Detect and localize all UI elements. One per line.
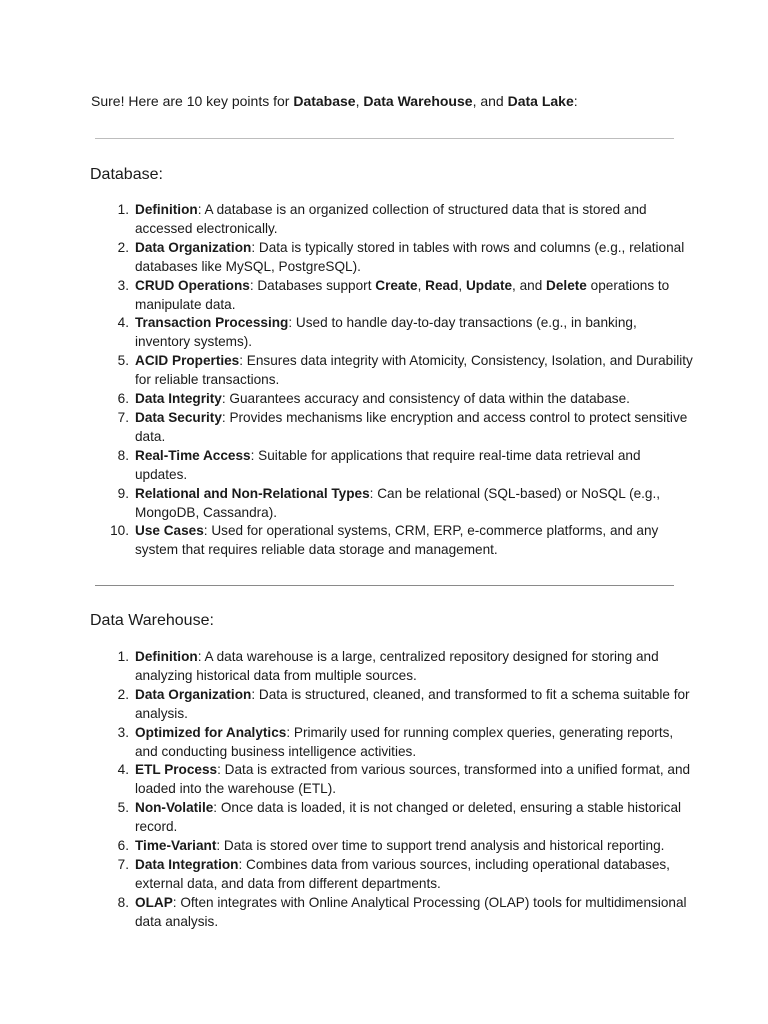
list-item-text: : Data is structured, cleaned, and transformed to fit a schema suitable for analysis. (135, 686, 690, 721)
list-item-title: Data Integrity (135, 391, 222, 407)
list-item-text: : Ensures data integrity with Atomicity, Consistency, Isolation, and Durability for reliable transactions. (135, 353, 693, 388)
list-item (110, 522, 695, 560)
list-item-number: 1. (117, 202, 129, 217)
list-item-title: Optimized for Analytics (135, 724, 287, 740)
list-item-number: 8. (117, 447, 129, 463)
list-item-text: : Data is extracted from various sources, transformed into a unified format, and loaded into the warehouse (ETL). (135, 762, 691, 797)
list-item (117, 648, 695, 686)
intro-term-data-warehouse: Data Warehouse (363, 93, 473, 109)
intro-suffix: : (573, 93, 578, 109)
list-item-number: 2. (117, 239, 129, 255)
list-item-text: : Often integrates with Online Analytical Processing (OLAP) tools for multidimensional data analysis. (135, 894, 687, 929)
list-item-term-update: Update (465, 277, 513, 293)
list-item-title: Data Security (135, 409, 222, 425)
list-item (117, 447, 695, 485)
list-item-title: Time-Variant (135, 838, 217, 854)
list-item-title: Non-Volatile (135, 800, 214, 816)
list-item-title: OLAP (135, 894, 173, 910)
list-item (117, 352, 695, 390)
list-item-number: 4. (117, 762, 129, 778)
list-item (117, 837, 695, 856)
list-item-title: Data Organization (135, 686, 252, 702)
list-item-number: 5. (117, 353, 129, 369)
intro-separator: , (355, 93, 364, 109)
list-item-text: : A database is an organized collection of structured data that is stored and accessed electronically. (135, 202, 647, 236)
list-item (117, 856, 695, 894)
divider-top (95, 138, 674, 139)
list-item (117, 799, 695, 837)
data-warehouse-points-list (117, 648, 695, 932)
list-item-text: : Used for operational systems, CRM, ERP, e-commerce platforms, and any system that requires reliable data storage and management. (135, 523, 659, 558)
list-item (117, 894, 695, 932)
list-item-text: : A data warehouse is a large, centralized repository designed for storing and analyzing historical data from multiple sources. (135, 649, 659, 683)
list-item-number: 6. (117, 838, 129, 854)
list-item-title: Use Cases (135, 523, 204, 539)
list-item-number: 7. (117, 409, 129, 425)
list-item-term-delete: Delete (546, 277, 587, 293)
list-item-text: , (417, 277, 426, 293)
list-item-number: 6. (117, 391, 129, 407)
list-item-text: : Combines data from various sources, including operational databases, external data, and data from different departments. (135, 856, 670, 891)
list-item-number: 4. (117, 315, 129, 331)
list-item (117, 390, 695, 409)
list-item (117, 277, 695, 315)
list-item-number: 7. (117, 856, 129, 872)
list-item-number: 1. (117, 649, 129, 664)
list-item-text: : Guarantees accuracy and consistency of data within the database. (221, 391, 630, 407)
list-item (117, 686, 695, 724)
list-item-title: Data Integration (135, 856, 239, 872)
list-item (117, 239, 695, 277)
list-item-text: : Data is stored over time to support trend analysis and historical reporting. (216, 838, 665, 854)
list-item-title: Real-Time Access (135, 447, 251, 463)
list-item-text: : Databases support (249, 277, 376, 293)
section-heading-database: Database: (90, 166, 163, 183)
list-item (117, 409, 695, 447)
list-item-text: operations to manipulate data. (135, 277, 670, 312)
list-item-text: : Data is typically stored in tables with rows and columns (e.g., relational databases like MySQL, PostgreSQL). (135, 239, 685, 274)
list-item-text: , and (512, 277, 547, 293)
list-item-title: CRUD Operations (135, 277, 250, 293)
list-item-title: ACID Properties (135, 353, 240, 369)
list-item-text: : Once data is loaded, it is not changed or deleted, ensuring a stable historical record. (135, 800, 682, 835)
list-item-number: 9. (117, 485, 129, 501)
list-item (117, 314, 695, 352)
intro-paragraph (91, 92, 691, 110)
list-item-text: : Provides mechanisms like encryption and access control to protect sensitive data. (135, 409, 688, 444)
database-points-list (110, 201, 695, 560)
list-item-number: 3. (117, 724, 129, 740)
list-item-text: : Can be relational (SQL-based) or NoSQL (e.g., MongoDB, Cassandra). (135, 485, 661, 520)
list-item-number: 3. (117, 277, 129, 293)
intro-prefix: Sure! Here are 10 key points for (91, 93, 294, 109)
intro-separator: , and (472, 93, 508, 109)
list-item-title: Definition (135, 649, 198, 664)
list-item-title: Data Organization (135, 239, 252, 255)
list-item-text: : Suitable for applications that require real-time data retrieval and updates. (135, 447, 641, 482)
list-item-title: Definition (135, 202, 198, 217)
intro-term-database: Database (293, 93, 356, 109)
list-item-number: 2. (117, 686, 129, 702)
list-item (117, 201, 695, 239)
list-item-text: : Used to handle day-to-day transactions (e.g., in banking, inventory systems). (135, 315, 637, 350)
list-item-text: , (458, 277, 466, 293)
list-item-title: ETL Process (135, 762, 218, 778)
divider-middle (95, 585, 674, 586)
list-item (117, 724, 695, 762)
list-item-title: Relational and Non-Relational Types (135, 485, 370, 501)
list-item-number: 5. (117, 800, 129, 816)
section-heading-data-warehouse: Data Warehouse: (90, 612, 214, 629)
list-item-term-create: Create (375, 277, 418, 293)
list-item-title: Transaction Processing (135, 315, 289, 331)
list-item (117, 485, 695, 523)
intro-term-data-lake: Data Lake (507, 93, 574, 109)
list-item-text: : Primarily used for running complex queries, generating reports, and conducting business intelligence activities. (135, 724, 674, 759)
list-item-number: 10. (110, 523, 129, 539)
list-item (117, 761, 695, 799)
list-item-number: 8. (117, 894, 129, 910)
list-item-term-read: Read (425, 277, 459, 293)
